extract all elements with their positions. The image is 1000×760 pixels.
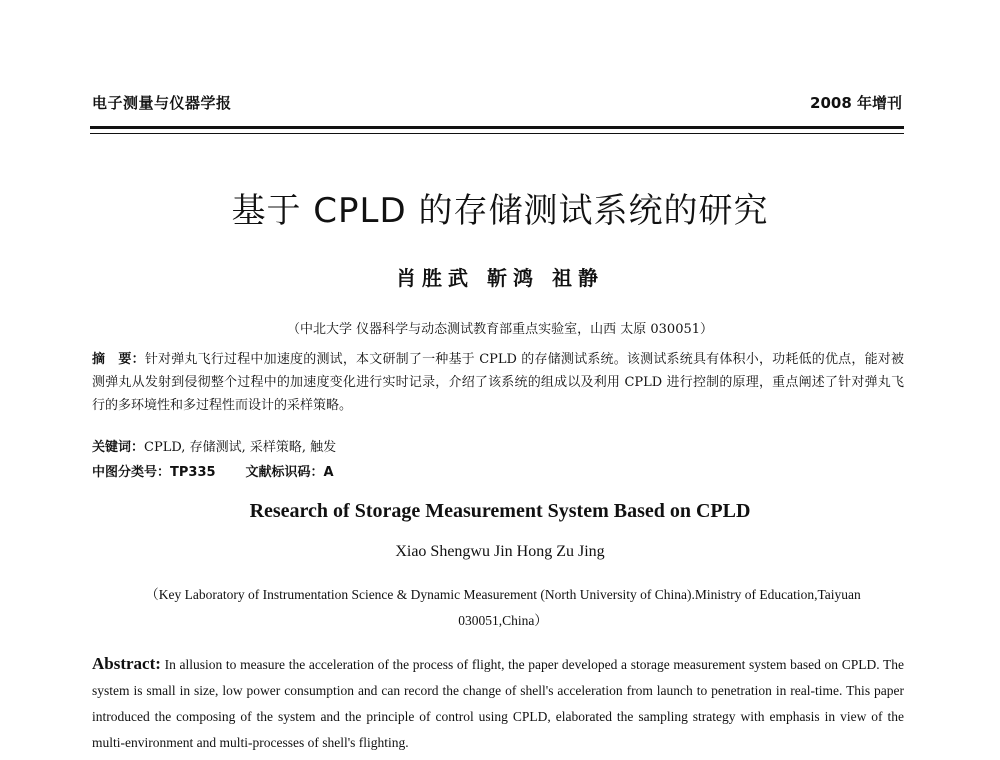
abstract-chinese-label: 摘 要： — [92, 352, 145, 367]
abstract-english-text: In allusion to measure the acceleration of the process of flight, the paper developed a storage measurement system based on CPLD. The system is small in size, low power consumption and can record the change of shell's acceleration from launch to penetration in real-time. This paper introduced the composing of the system and the principle of control using CPLD, elaborated the sampling strategy with emphasis in view of the multi-environment and multi-processes of shell's flighting. — [92, 657, 904, 750]
document-code: 文献标识码：A — [245, 465, 334, 480]
abstract-chinese — [92, 348, 904, 417]
abstract-chinese-text: 针对弹丸飞行过程中加速度的测试，本文研制了一种基于 CPLD 的存储测试系统。该测试系统具有体积小，功耗低的优点，能对被测弹丸从发射到侵彻整个过程中的加速度变化进行实时记录，介绍了该系统的组成以及利用 CPLD 进行控制的原理，重点阐述了针对弹丸飞行的多环境性和多过程性而设计的采样策略。 — [92, 352, 904, 413]
affiliation-english: （Key Laboratory of Instrumentation Science & Dynamic Measurement (North University of China).Ministry of Education,Taiyuan 030051,China） — [145, 587, 861, 628]
keywords-chinese — [92, 436, 336, 455]
authors-chinese: 肖胜武 靳鸿 祖静 — [396, 266, 604, 290]
issue-label: 2008 年增刊 — [810, 94, 902, 112]
keywords-label: 关键词： — [92, 440, 145, 455]
journal-name: 电子测量与仪器学报 — [92, 94, 232, 112]
keywords-text: CPLD, 存储测试, 采样策略, 触发 — [144, 440, 337, 455]
affiliation-chinese: （中北大学 仪器科学与动态测试教育部重点实验室，山西 太原 030051） — [286, 322, 714, 337]
title-chinese: 基于 CPLD 的存储测试系统的研究 — [231, 191, 769, 231]
abstract-english — [92, 651, 904, 756]
abstract-english-label: Abstract: — [92, 654, 161, 673]
header-rule-thin — [90, 133, 904, 134]
classification-line — [92, 461, 334, 480]
clc-number: 中图分类号：TP335 — [92, 465, 216, 480]
running-header — [92, 92, 902, 116]
authors-english: Xiao Shengwu Jin Hong Zu Jing — [395, 543, 605, 560]
title-english: Research of Storage Measurement System Based on CPLD — [249, 500, 751, 522]
header-rule-thick — [90, 126, 904, 129]
